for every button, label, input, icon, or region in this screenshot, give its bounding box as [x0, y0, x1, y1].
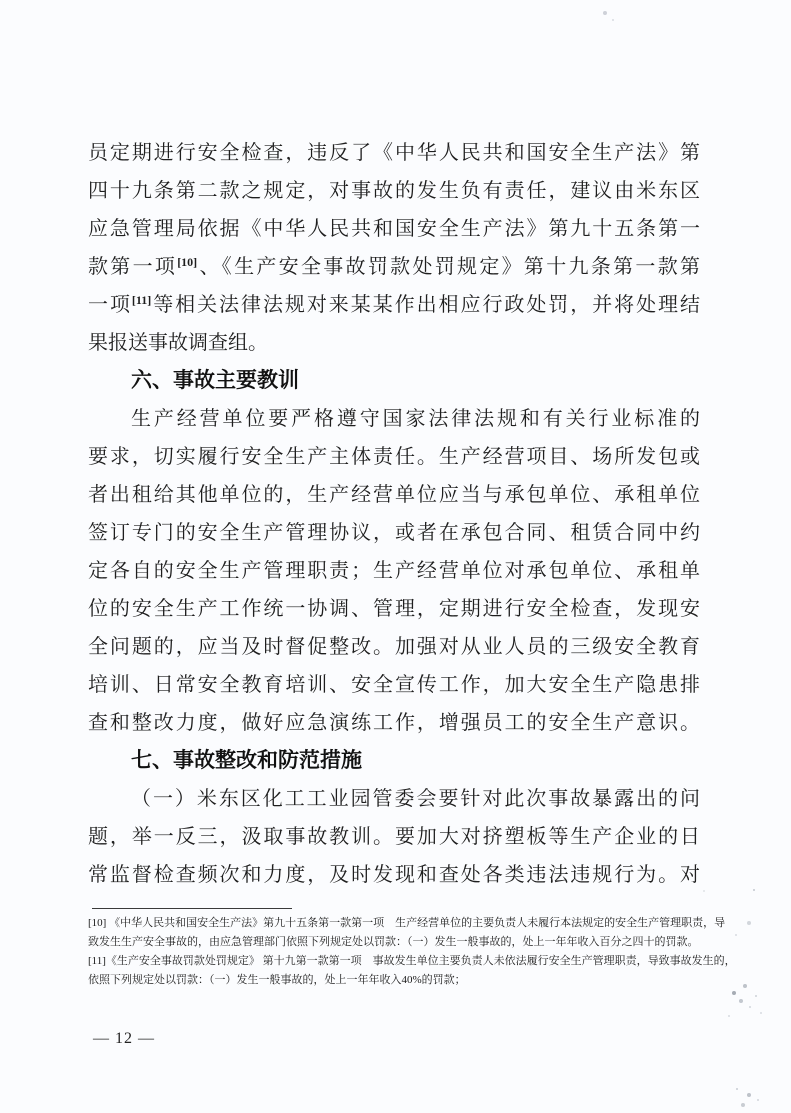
body-line: 四十九条第二款之规定，对事故的发生负有责任，建议由米东区 [88, 180, 700, 202]
body-line: 全问题的，应当及时督促整改。加强对从业人员的三级安全教育 [88, 636, 700, 658]
scan-noise [0, 0, 2, 2]
body-line: 签订专门的安全生产管理协议，或者在承包合同、租赁合同中约 [88, 522, 700, 544]
body-line: 要求，切实履行安全生产主体责任。生产经营项目、场所发包或 [88, 446, 700, 468]
body-line: 员定期进行安全检查，违反了《中华人民共和国安全生产法》第 [88, 142, 700, 164]
footnote-line: [11]《生产安全事故罚款处罚规定》 第十九第一款第一项 事故发生单位主要负责人未依法履行安全生产管理职责，导致事故发生的， [88, 955, 736, 967]
body-line: 培训、日常安全教育培训、安全宣传工作，加大安全生产隐患排 [88, 674, 700, 696]
body-line: 者出租给其他单位的，生产经营单位应当与承包单位、承租单位 [88, 484, 700, 506]
body-text: 款第一项 [88, 256, 178, 278]
body-text: 等相关法律法规对来某某作出相应行政处罚，并将处理结 [151, 294, 701, 316]
body-line: 生产经营单位要严格遵守国家法律法规和有关行业标准的 [131, 408, 700, 430]
body-line: 常监督检查频次和力度，及时发现和查处各类违法违规行为。对 [88, 864, 700, 886]
body-line: 果报送事故调查组。 [88, 332, 268, 354]
section-heading-7: 七、事故整改和防范措施 [131, 749, 362, 772]
body-line: 应急管理局依据《中华人民共和国安全生产法》第九十五条第一 [88, 218, 700, 240]
footnote-divider [92, 908, 292, 909]
body-line: 款第一项[10]、《生产安全事故罚款处罚规定》第十九条第一款第 [88, 255, 701, 278]
body-line: 一项[11]等相关法律法规对来某某作出相应行政处罚，并将处理结 [88, 293, 701, 316]
body-line: 定各自的安全生产管理职责；生产经营单位对承包单位、承租单 [88, 560, 700, 582]
footnotes [88, 914, 736, 990]
body-line: 位的安全生产工作统一协调、管理，定期进行安全检查，发现安 [88, 598, 700, 620]
page-number: — 12 — [93, 1030, 155, 1047]
body-text: 、《生产安全事故罚款处罚规定》第十九条第一款第 [197, 256, 701, 278]
body-line: 题，举一反三，汲取事故教训。要加大对挤塑板等生产企业的日 [88, 826, 700, 848]
document-body [88, 134, 700, 894]
footnote-line: 致发生生产安全事故的，由应急管理部门依照下列规定处以罚款：（一）发生一般事故的，处上一年年收入百分之四十的罚款。 [88, 936, 699, 948]
footnote-line: 依照下列规定处以罚款：（一）发生一般事故的，处上一年年收入40%的罚款； [88, 974, 466, 986]
footnote-line: [10] 《中华人民共和国安全生产法》第九十五条第一款第一项 生产经营单位的主要负责人未履行本法规定的安全生产管理职责，导 [88, 917, 726, 929]
section-heading-6: 六、事故主要教训 [131, 369, 299, 392]
body-line: 查和整改力度，做好应急演练工作，增强员工的安全生产意识。 [88, 712, 700, 734]
body-line: （一）米东区化工工业园管委会要针对此次事故暴露出的问 [131, 788, 700, 810]
body-text: 一项 [88, 294, 132, 316]
